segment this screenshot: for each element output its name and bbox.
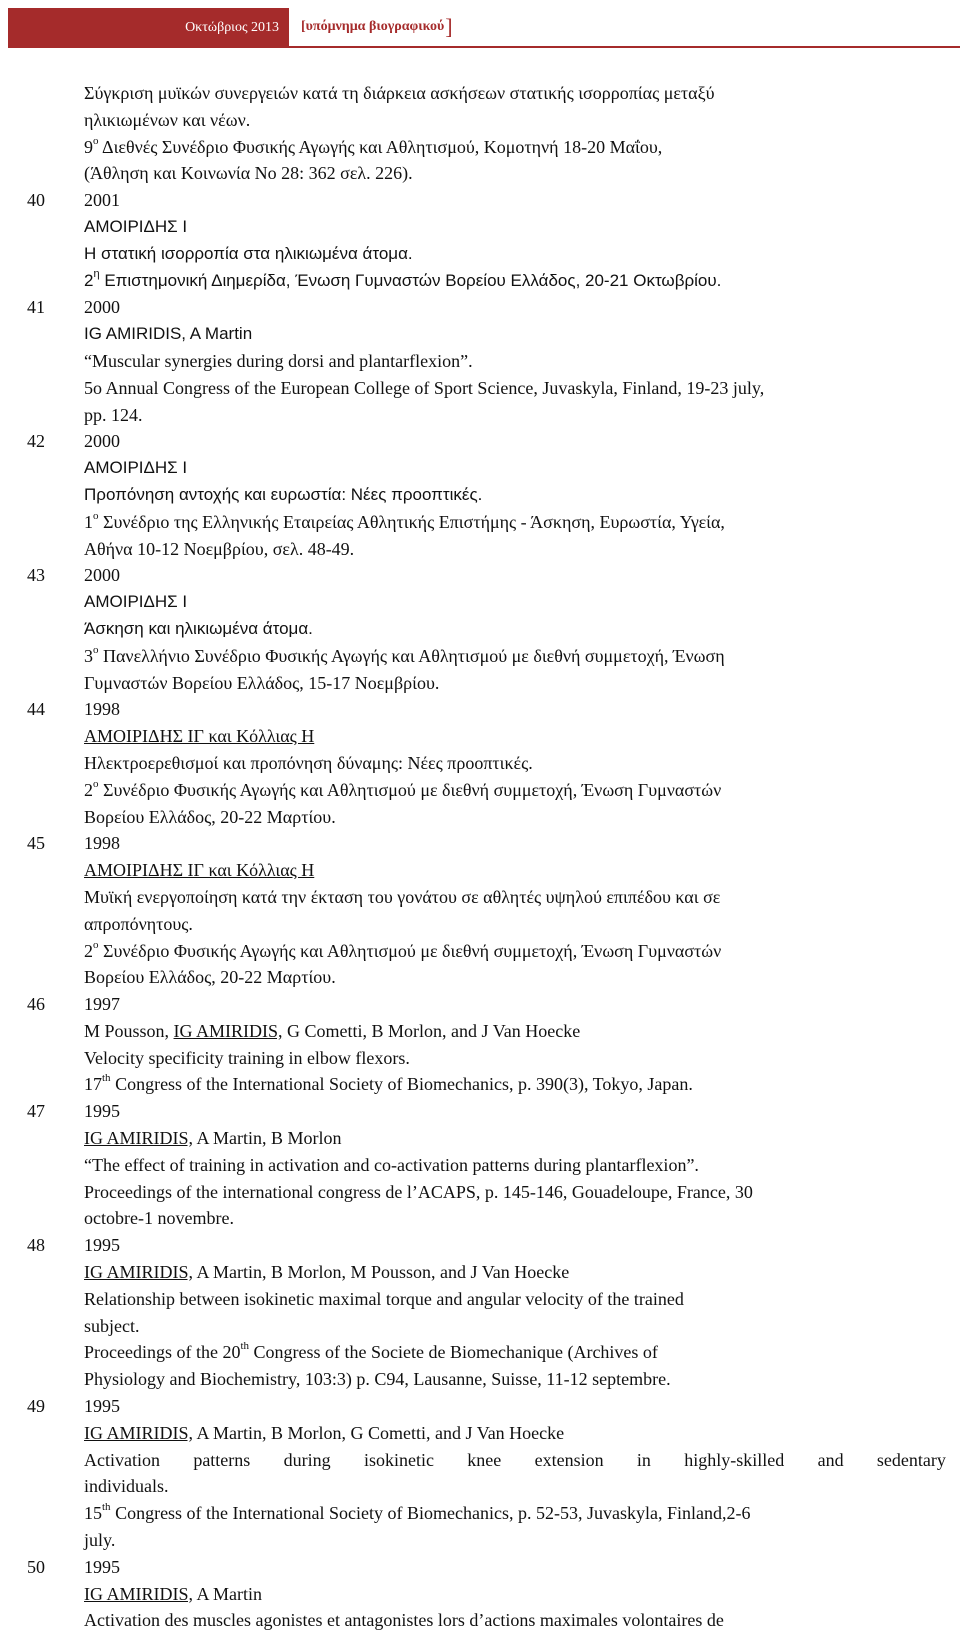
page-header (8, 8, 960, 48)
entry-word: isokinetic (363, 1449, 434, 1470)
list-line (0, 750, 960, 777)
list-line (0, 562, 960, 589)
list-line (0, 428, 960, 455)
entry-number: 49 (27, 1396, 45, 1417)
entry-text: 5o Annual Congress of the European College of Sport Science, Juvaskyla, Finland, 19-23 july, (84, 377, 765, 398)
list-line (0, 1447, 960, 1474)
list-line (0, 80, 960, 107)
list-line (0, 1581, 960, 1608)
entry-text-part: Διεθνές Συνέδριο Φυσικής Αγωγής και Αθλητισμού, Κομοτηνή 18-20 Μαΐου, (98, 136, 663, 157)
list-line (0, 402, 960, 429)
entry-year: 2001 (84, 190, 120, 211)
entry-year: 1995 (84, 1235, 120, 1256)
entry-number: 45 (27, 833, 45, 854)
list-line (0, 375, 960, 402)
entry-text-part: Congress of the Societe de Biomechanique (Archives of (249, 1342, 658, 1363)
list-line (0, 589, 960, 616)
entry-number: 47 (27, 1101, 45, 1122)
entry-text (84, 1259, 569, 1286)
entry-word: knee (467, 1449, 502, 1470)
entry-text-part: 1 (84, 511, 93, 532)
entry-text: Βορείου Ελλάδος, 20-22 Μαρτίου. (84, 967, 336, 988)
entry-text-part: 17 (84, 1074, 102, 1095)
list-line (0, 696, 960, 723)
superscript: th (102, 1501, 111, 1514)
entry-number: 50 (27, 1556, 45, 1577)
entry-text (84, 1581, 262, 1608)
superscript: ο (93, 509, 99, 522)
list-line (0, 1500, 960, 1527)
entry-number: 40 (27, 190, 45, 211)
entry-text: Η στατική ισορροπία στα ηλικιωμένα άτομα. (84, 243, 413, 263)
list-line (0, 1045, 960, 1072)
entry-number: 42 (27, 431, 45, 452)
list-line (0, 964, 960, 991)
list-line (0, 991, 960, 1018)
list-line (0, 911, 960, 938)
entry-text: ΑΜΟΙΡΙΔΗΣ Ι (84, 592, 188, 612)
list-line (0, 1420, 960, 1447)
entry-text (84, 938, 721, 965)
entry-number: 43 (27, 565, 45, 586)
entry-text: “Muscular synergies during dorsi and plantarflexion”. (84, 350, 473, 371)
entry-text-part: Επιστημονική Διημερίδα, Ένωση Γυμναστών Βορείου Ελλάδος, 20-21 Οκτωβρίου. (99, 270, 722, 290)
entry-year: 1995 (84, 1396, 120, 1417)
entry-text-part: 3 (84, 645, 93, 666)
entry-word: highly-skilled (684, 1449, 785, 1470)
entry-text: ΑΜΟΙΡΙΔΗΣ Ι (84, 216, 188, 236)
entry-text (84, 1018, 580, 1045)
header-title-bracket: ] (445, 14, 453, 39)
entry-text-part: Congress of the International Society of Biomechanics, p. 52-53, Juvaskyla, Finland,2-6 (110, 1503, 751, 1524)
entry-text: (Άθληση και Κοινωνία Νο 28: 362 σελ. 226). (84, 163, 413, 184)
entry-word: extension (534, 1449, 604, 1470)
entry-text: Σύγκριση μυϊκών συνεργειών κατά τη διάρκεια ασκήσεων στατικής ισορροπίας μεταξύ (84, 83, 715, 103)
list-line (0, 723, 960, 750)
list-line (0, 1232, 960, 1259)
list-line (0, 294, 960, 321)
entry-text: απροπόνητους. (84, 913, 193, 934)
superscript: th (102, 1072, 111, 1085)
author-underlined: IG AMIRIDIS, (84, 1422, 194, 1443)
entry-text: Relationship between isokinetic maximal torque and angular velocity of the trained (84, 1288, 684, 1309)
list-line (0, 1071, 960, 1098)
list-line (0, 1366, 960, 1393)
entry-text-part: 2 (84, 270, 94, 290)
entry-text: Proceedings of the international congress de l’ACAPS, p. 145-146, Gouadeloupe, France, 30 (84, 1181, 753, 1202)
entry-text: Μυϊκή ενεργοποίηση κατά την έκταση του γονάτου σε αθλητές υψηλού επιπέδου και σε (84, 886, 721, 907)
list-line (0, 804, 960, 831)
entry-text (84, 777, 721, 804)
entry-text-part: A Martin, B Morlon, G Cometti, and J Van Hoecke (193, 1422, 565, 1443)
list-line (0, 616, 960, 643)
entry-text-part: Συνέδριο της Ελληνικής Εταιρείας Αθλητικής Επιστήμης - Άσκηση, Ευρωστία, Υγεία, (98, 511, 725, 532)
list-line (0, 1607, 960, 1634)
header-title (289, 8, 960, 48)
list-line (0, 482, 960, 509)
entry-text: ΑΜΟΙΡΙΔΗΣ Ι (84, 458, 188, 478)
entry-word: in (636, 1449, 651, 1470)
superscript: ο (93, 134, 99, 147)
list-line (0, 348, 960, 375)
list-line (0, 1259, 960, 1286)
entry-year: 2000 (84, 565, 120, 586)
list-line (0, 1179, 960, 1206)
entry-text: Ηλεκτροερεθισμοί και προπόνηση δύναμης: Νέες προοπτικές. (84, 752, 533, 773)
entry-word: sedentary (876, 1449, 946, 1470)
list-line (0, 321, 960, 348)
entry-word: Activation (84, 1449, 160, 1470)
entry-text: individuals. (84, 1476, 169, 1497)
entry-text-part: Συνέδριο Φυσικής Αγωγής και Αθλητισμού με διεθνή συμμετοχή, Ένωση Γυμναστών (98, 779, 722, 800)
author-underlined: IG AMIRIDIS, (84, 1262, 194, 1283)
entry-text-part: A Martin (193, 1583, 263, 1604)
entry-text-part: 2 (84, 779, 93, 800)
list-line (0, 777, 960, 804)
entry-text (84, 1339, 658, 1366)
list-line (0, 241, 960, 268)
superscript: η (93, 267, 100, 280)
author-underlined: IG AMIRIDIS, (84, 1128, 194, 1149)
entry-text: ΑΜΟΙΡΙΔΗΣ ΙΓ και Κόλλιας Η (84, 726, 315, 747)
entry-text: Αθήνα 10-12 Νοεμβρίου, σελ. 48-49. (84, 538, 355, 559)
entry-text-part: 15 (84, 1503, 102, 1524)
entry-number: 41 (27, 297, 45, 318)
list-line (0, 670, 960, 697)
list-line (0, 1339, 960, 1366)
list-line (0, 1393, 960, 1420)
entry-text: Velocity specificity training in elbow flexors. (84, 1047, 410, 1068)
header-title-text: [υπόμνημα βιογραφικού (301, 19, 445, 34)
entry-text-part: A Martin, B Morlon (193, 1128, 342, 1149)
entry-text-part: 9 (84, 136, 93, 157)
entry-text (84, 509, 725, 536)
list-line (0, 884, 960, 911)
entry-word: and (817, 1449, 844, 1470)
list-line (0, 509, 960, 536)
list-line (0, 1125, 960, 1152)
list-line (0, 643, 960, 670)
entry-text: Activation des muscles agonistes et antagonistes lors d’actions maximales volontaires de (84, 1610, 724, 1631)
list-line (0, 536, 960, 563)
superscript: ο (93, 777, 99, 790)
entry-text: july. (84, 1530, 116, 1551)
list-line (0, 830, 960, 857)
entry-year: 1995 (84, 1101, 120, 1122)
entry-text: Άσκηση και ηλικιωμένα άτομα. (84, 618, 313, 638)
entry-year: 1998 (84, 833, 120, 854)
entry-number: 48 (27, 1235, 45, 1256)
list-line (0, 1098, 960, 1125)
entry-year: 1998 (84, 699, 120, 720)
entry-year: 2000 (84, 431, 120, 452)
entry-text: Physiology and Biochemistry, 103:3) p. C94, Lausanne, Suisse, 11-12 septembre. (84, 1369, 671, 1390)
entry-text: Προπόνηση αντοχής και ευρωστία: Νέες προοπτικές. (84, 484, 483, 504)
list-line (0, 160, 960, 187)
entry-text: “The effect of training in activation and co-activation patterns during plantarflexion”. (84, 1154, 699, 1175)
list-line (0, 214, 960, 241)
author-underlined: IG AMIRIDIS, (84, 1583, 194, 1604)
entry-word: patterns (193, 1449, 251, 1470)
superscript: ο (93, 938, 99, 951)
list-line (0, 1152, 960, 1179)
publication-list (0, 80, 960, 1634)
list-line (0, 107, 960, 134)
entry-text: subject. (84, 1315, 140, 1336)
superscript: th (240, 1340, 250, 1353)
list-line (0, 455, 960, 482)
entry-text: IG AMIRIDIS, A Martin (84, 324, 253, 344)
entry-text: Βορείου Ελλάδος, 20-22 Μαρτίου. (84, 806, 336, 827)
list-line (0, 134, 960, 161)
entry-text (84, 1071, 693, 1098)
list-line (0, 187, 960, 214)
entry-text (84, 134, 662, 161)
entry-text: ΑΜΟΙΡΙΔΗΣ ΙΓ και Κόλλιας Η (84, 860, 315, 881)
entry-year: 1997 (84, 994, 120, 1015)
entry-text (84, 1500, 750, 1527)
entry-text-part: M Pousson, (84, 1020, 174, 1041)
entry-text (84, 1420, 564, 1447)
entry-text: ηλικιωμένων και νέων. (84, 109, 251, 130)
header-date: Οκτώβριος 2013 (8, 8, 289, 48)
entry-text (84, 1447, 946, 1474)
list-line (0, 857, 960, 884)
entry-text-part: G Cometti, B Morlon, and J Van Hoecke (282, 1020, 581, 1041)
entry-text-part: A Martin, B Morlon, M Pousson, and J Van Hoecke (193, 1262, 570, 1283)
entry-text-part: Congress of the International Society of Biomechanics, p. 390(3), Tokyo, Japan. (110, 1074, 693, 1095)
list-line (0, 1286, 960, 1313)
entry-text (84, 268, 721, 295)
superscript: ο (93, 643, 99, 656)
list-line (0, 1554, 960, 1581)
entry-year: 1995 (84, 1556, 120, 1577)
entry-text-part: Συνέδριο Φυσικής Αγωγής και Αθλητισμού με διεθνή συμμετοχή, Ένωση Γυμναστών (98, 940, 722, 961)
list-line (0, 938, 960, 965)
entry-text-part: 2 (84, 940, 93, 961)
list-line (0, 1313, 960, 1340)
author-underlined: IG AMIRIDIS, (173, 1020, 283, 1041)
entry-year: 2000 (84, 297, 120, 318)
entry-text-part: Πανελλήνιο Συνέδριο Φυσικής Αγωγής και Αθλητισμού με διεθνή συμμετοχή, Ένωση (98, 645, 725, 666)
entry-text: octobre-1 novembre. (84, 1208, 234, 1229)
entry-text: Γυμναστών Βορείου Ελλάδος, 15-17 Νοεμβρίου. (84, 672, 440, 693)
entry-word: during (283, 1449, 331, 1470)
entry-text (84, 1125, 342, 1152)
entry-number: 44 (27, 699, 45, 720)
entry-number: 46 (27, 994, 45, 1015)
list-line (0, 268, 960, 295)
entry-text (84, 643, 725, 670)
list-line (0, 1527, 960, 1554)
list-line (0, 1018, 960, 1045)
entry-text-part: Proceedings of the 20 (84, 1342, 241, 1363)
entry-text: pp. 124. (84, 404, 143, 425)
list-line (0, 1205, 960, 1232)
list-line (0, 1473, 960, 1500)
